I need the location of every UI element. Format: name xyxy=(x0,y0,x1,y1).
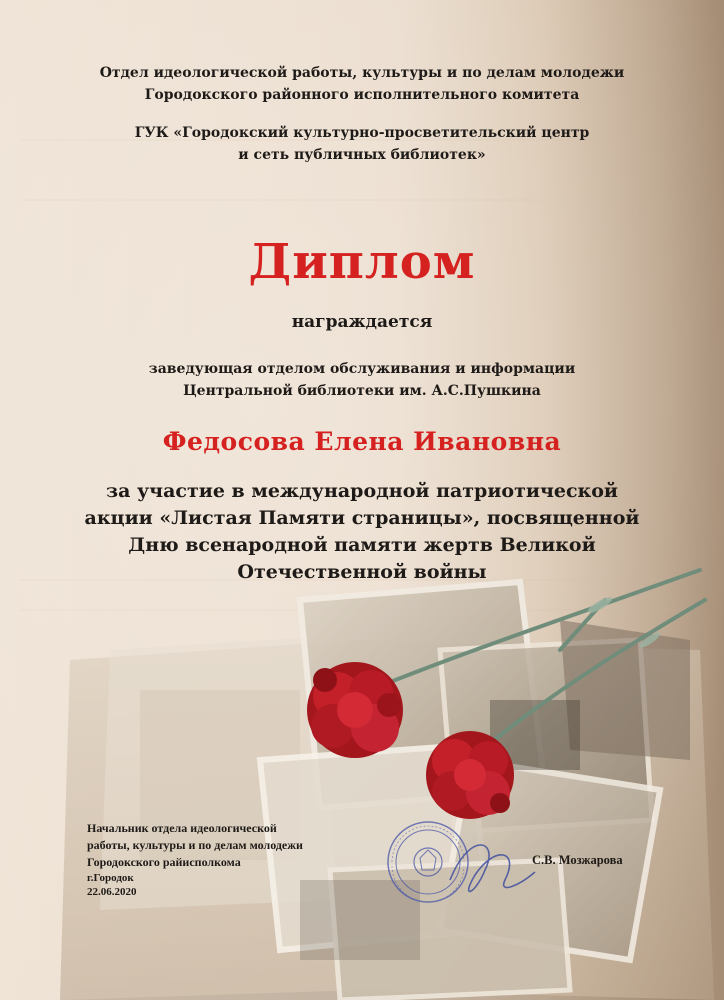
institution-line-1: ГУК «Городокский культурно-просветительский центр xyxy=(134,125,590,141)
reason-line-3: Дню всенародной памяти жертв Великой xyxy=(128,534,596,556)
signatory-title-1: Начальник отдела идеологической xyxy=(87,821,277,835)
institution-name xyxy=(0,122,724,166)
issue-place: г.Городок xyxy=(87,872,134,884)
authority-line-2: Городокского районного исполнительного комитета xyxy=(144,87,580,103)
recipient-name: Федосова Елена Ивановна xyxy=(162,427,562,456)
signatory-block xyxy=(87,820,303,899)
authority-line-1: Отдел идеологической работы, культуры и по делам молодежи xyxy=(99,65,625,81)
issue-date: 22.06.2020 xyxy=(87,886,137,898)
signatory-title-3: Городокского райисполкома xyxy=(87,855,241,869)
position-line-1: заведующая отделом обслуживания и информации xyxy=(148,361,576,377)
recipient-position xyxy=(0,358,724,402)
signatory-title-2: работы, культуры и по делам молодежи xyxy=(87,838,303,852)
reason-line-1: за участие в международной патриотической xyxy=(105,480,619,502)
issuing-authority xyxy=(0,62,724,106)
award-reason xyxy=(0,478,724,586)
diploma-title: Диплом xyxy=(248,234,476,290)
reason-line-2: акции «Листая Памяти страницы», посвященной xyxy=(84,507,640,529)
signer-name: С.В. Мозжарова xyxy=(532,853,623,867)
position-line-2: Центральной библиотеки им. А.С.Пушкина xyxy=(183,383,541,399)
institution-line-2: и сеть публичных библиотек» xyxy=(238,147,486,163)
reason-line-4: Отечественной войны xyxy=(237,561,487,583)
awarded-label: награждается xyxy=(291,312,433,332)
